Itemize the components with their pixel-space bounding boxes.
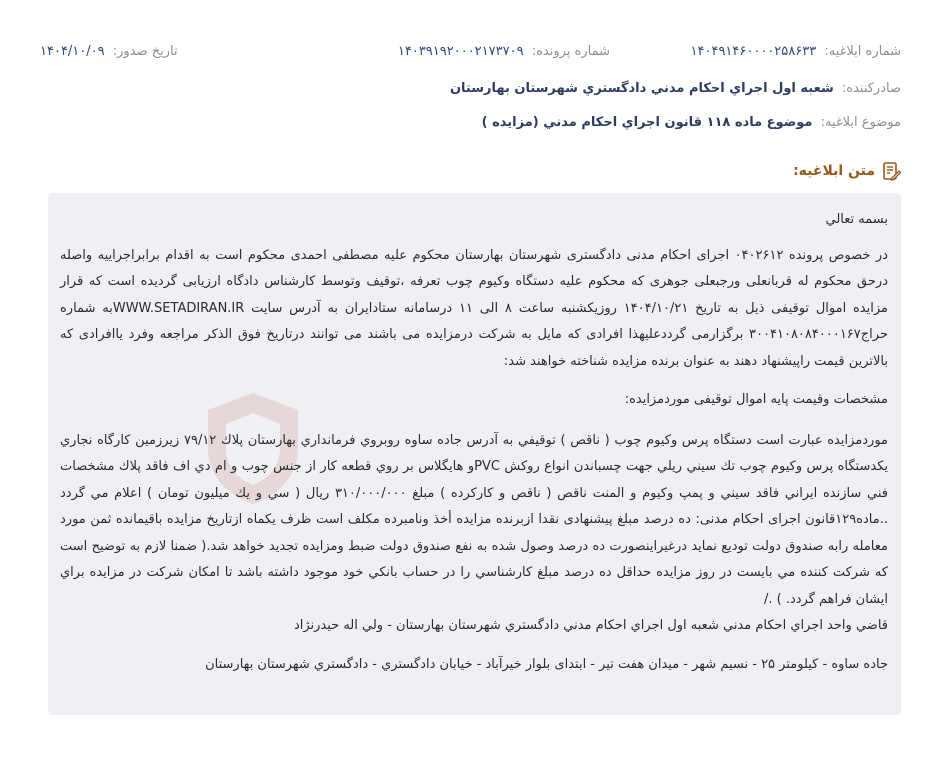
notice-address: جاده ساوه - کیلومتر ۲۵ - نسیم شهر - میدان هفت تیر - ابتدای بلوار خیرآباد - خیابان دادگستري - دادگستري شهرستان بهارستان bbox=[205, 656, 888, 672]
issuer-label: صادرکننده: bbox=[841, 81, 901, 96]
issue-date-value: ۱۴۰۴/۱۰/۰۹ bbox=[40, 44, 105, 59]
issue-date bbox=[40, 44, 178, 59]
case-number-value: ۱۴۰۳۹۱۹۲۰۰۰۲۱۷۳۷۰۹ bbox=[397, 44, 524, 59]
subject-label: موضوع ابلاغيه: bbox=[820, 115, 901, 130]
meta-row-numbers bbox=[40, 44, 901, 66]
notice-number-value: ۱۴۰۴۹۱۴۶۰۰۰۰۲۵۸۶۳۳ bbox=[690, 44, 817, 59]
notice-text-content bbox=[60, 207, 888, 678]
issue-date-label: تاريخ صدور: bbox=[112, 44, 178, 59]
case-number bbox=[398, 44, 610, 59]
notice-signature: قاضي واحد اجراي احكام مدني شعبه اول اجراي احكام مدني دادگستري شهرستان بهارستان - ولي اله حيدرنژاد bbox=[293, 618, 888, 633]
subject-row bbox=[40, 115, 901, 130]
notice-text-box bbox=[48, 193, 901, 715]
subject-value: موضوع ماده ۱۱۸ قانون اجراي احكام مدني (مزايده ) bbox=[481, 115, 813, 130]
issuer-value: شعبه اول اجراي احكام مدني دادگستري شهرستان بهارستان bbox=[449, 81, 834, 96]
notice-text-title: متن ابلاغيه: bbox=[793, 163, 875, 179]
notice-paragraph-specs-heading: مشخصات وقیمت پایه اموال توقیفی موردمزایده: bbox=[624, 392, 888, 407]
notice-number-label: شماره ابلاغيه: bbox=[824, 44, 901, 59]
notice-text-heading bbox=[793, 160, 901, 182]
notice-opening: بسمه تعالي bbox=[825, 212, 888, 227]
notice-paragraph-details: موردمزایده عبارت است دستگاه پرس وکیوم چوب ( ناقص ) توقیفي به آدرس جاده ساوه روبروي فرمانداري بهارستان پلاك ۷۹/۱۲ زیرزمین کارگاه نجاري یکدستگاه پرس وكیوم چوب تك سیني ريلي جهت چسباندن انواع روكش PVCو هايگلاس بر روي قطعه كار از جنس چوب و ام دي اف فاقد پلاك مشخصات فني سازنده ايراني فاقد سيني و پمپ وكيوم و المنت ناقص ( ناقص و كاركرده ) مبلغ ۳۱۰/۰۰۰/۰۰۰ ريال ( سي و يك ميليون تومان ) اعلام مي گردد ..ماده۱۲۹قانون اجرای احکام مدنی: ده درصد مبلغ پیشنهادی نقدا ازبرنده مزایده أخذ ونامبرده مکلف است ظرف یکماه ازتاریخ مزایده باقیمانده ثمن مورد معامله رابه صندوق دولت تودیع نماید درغیراینصورت ده درصد وصول شده به نفع صندوق دولت ضبط ومزایده تجدید خواهد شد.( ضمنا لازم به توضیح است كه شركت كننده مي بايست در روز مزايده حداقل ده درصد مبلغ كارشناسي را در حساب بانكي خود موجود داشته باشد تا امكان شركت در مزايده براي ايشان فراهم گردد. ) ./ bbox=[60, 432, 889, 607]
notice-paragraph-main: در خصوص پرونده ۰۴۰۲۶۱۲ اجرای احکام مدنی دادگستری شهرستان بهارستان محکوم علیه مصطفی احمدی محکوم است به اقدام برابراجراییه واصله درحق محکوم له قربانعلی ورجبعلی جوهری که محکوم علیه دستگاه وکیوم چوب تعرفه ،توقیف وتوسط کارشناس دادگاه ارزیابی گردیده است که قرار مزایده اموال توقیفی ذیل به تاریخ ۱۴۰۴/۱۰/۲۱ روزیکشنبه ساعت ۸ الی ۱۱ درسامانه ستادایران به آدرس سایت WWW.SETADIRAN.IRبه شماره حراج۱۶۷‏‏۳۰۰۴۱۰۸۰۸۴۰۰۰ برگزارمی گرددعلیهذا افرادی که مایل به شرکت درمزایده می باشند می توانند درتاریخ فوق الذکر مراجعه وفرد یاافرادی که بالاترین قیمت راپیشنهاد دهند به عنوان برنده مزایده شناخته خواهند شد: bbox=[60, 247, 888, 369]
issuer-row bbox=[40, 81, 901, 96]
document-edit-icon bbox=[881, 161, 901, 181]
notice-number bbox=[691, 44, 901, 59]
case-number-label: شماره پرونده: bbox=[531, 44, 610, 59]
